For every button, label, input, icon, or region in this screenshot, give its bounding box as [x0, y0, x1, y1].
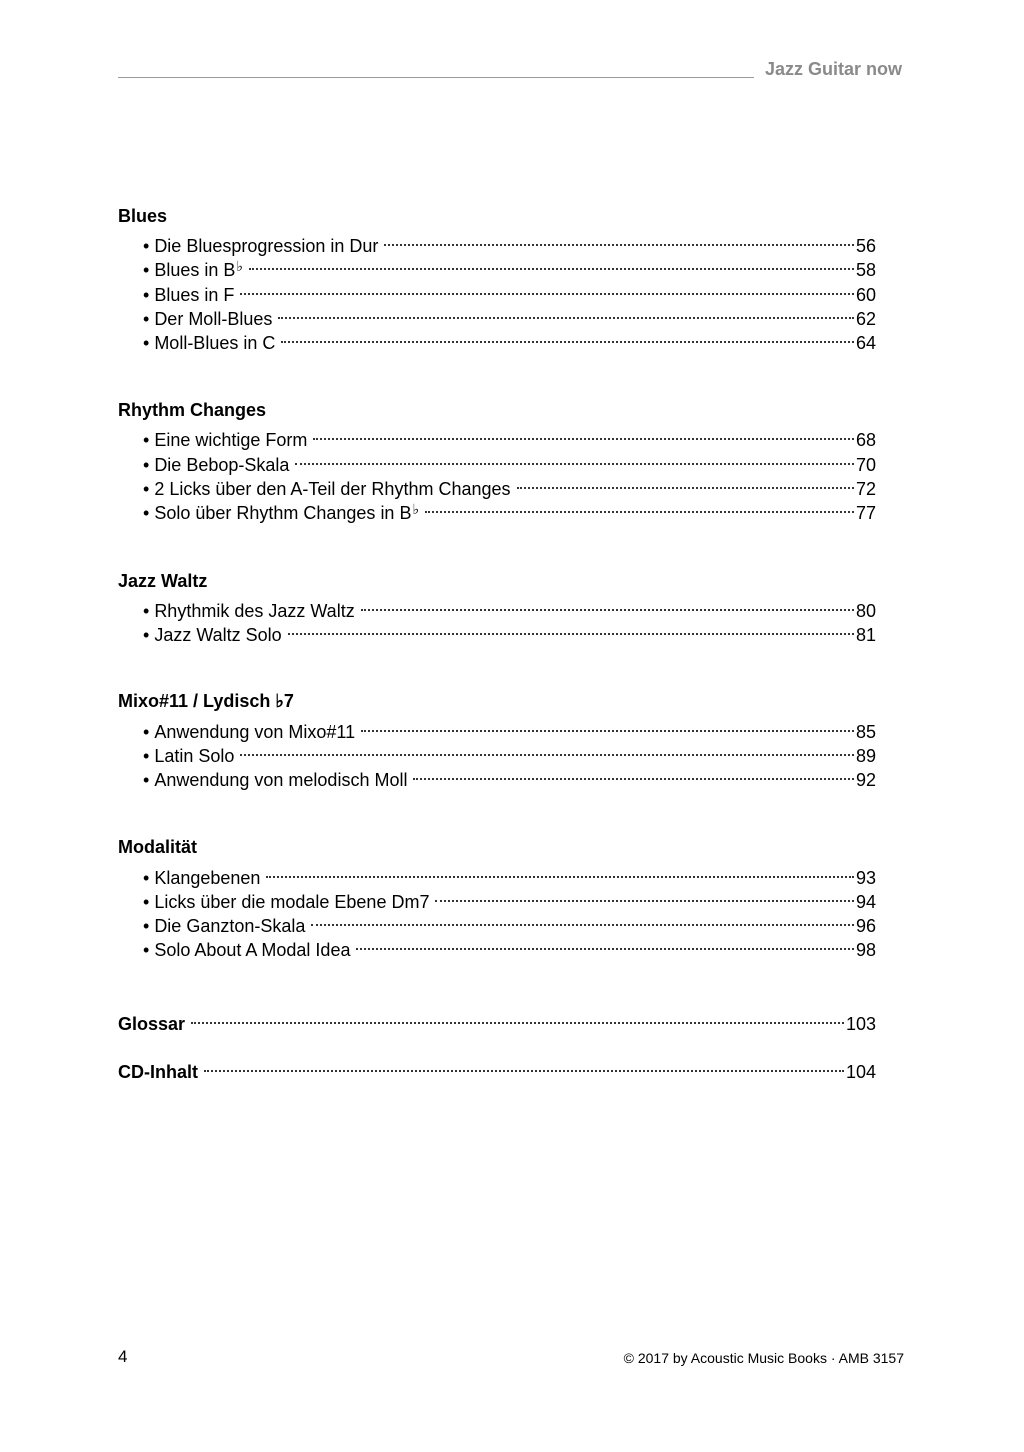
bullet: • — [143, 746, 150, 766]
entry-label: Die Bebop-Skala — [154, 455, 290, 475]
dot-leader — [240, 738, 854, 762]
section-title-mixo-lydisch: Mixo#11 / Lydisch ♭7 — [118, 691, 294, 711]
entry-page: 85 — [855, 722, 876, 742]
toc-entry[interactable] — [143, 932, 876, 960]
dot-leader — [356, 932, 854, 956]
bullet: • — [143, 503, 150, 523]
bullet: • — [143, 455, 150, 475]
entry-label: Eine wichtige Form — [154, 430, 308, 450]
entry-page: 89 — [855, 746, 876, 766]
entry-label-text: Blues in B — [154, 260, 236, 280]
entry-page: 72 — [855, 479, 876, 499]
copyright-notice: © 2017 by Acoustic Music Books · AMB 3157 — [623, 1350, 904, 1366]
toc-entry[interactable] — [143, 860, 876, 888]
entry-label: Licks über die modale Ebene Dm7 — [154, 892, 430, 912]
section-title-modalitaet: Modalität — [118, 837, 197, 857]
toc-entry[interactable] — [143, 884, 876, 912]
entry-page: 94 — [855, 892, 876, 912]
entry-page: 56 — [855, 236, 876, 256]
entry-page: 93 — [855, 868, 876, 888]
bullet: • — [143, 236, 150, 256]
entry-page: 70 — [855, 455, 876, 475]
dot-leader — [266, 860, 854, 884]
entry-label: Die Ganzton-Skala — [154, 916, 306, 936]
entry-label: Die Bluesprogression in Dur — [154, 236, 379, 256]
toc-entry[interactable] — [143, 762, 876, 790]
bullet: • — [143, 260, 150, 280]
bullet: • — [143, 940, 150, 960]
toc-entry[interactable] — [143, 617, 876, 645]
toc-entry[interactable] — [143, 325, 876, 353]
entry-label: CD-Inhalt — [118, 1062, 198, 1082]
dot-leader — [361, 593, 854, 617]
page-number: 4 — [118, 1347, 128, 1366]
entry-label: 2 Licks über den A-Teil der Rhythm Changes — [154, 479, 511, 499]
bullet: • — [143, 601, 150, 621]
bullet: • — [143, 770, 150, 790]
bullet: • — [143, 285, 150, 305]
section-title-rhythm-changes: Rhythm Changes — [118, 400, 267, 420]
bullet: • — [143, 722, 150, 742]
dot-leader — [249, 252, 854, 276]
dot-leader — [435, 884, 854, 908]
entry-label-text: Solo über Rhythm Changes in B — [154, 503, 412, 523]
entry-label: Glossar — [118, 1014, 186, 1034]
dot-leader — [278, 301, 854, 325]
entry-label: Latin Solo — [154, 746, 235, 766]
flat-symbol: ♭ — [412, 501, 420, 517]
bullet: • — [143, 430, 150, 450]
entry-page: 58 — [855, 260, 876, 280]
toc-entry[interactable] — [143, 301, 876, 329]
dot-leader — [281, 325, 854, 349]
dot-leader — [313, 422, 854, 446]
dot-leader — [517, 471, 854, 495]
entry-page: 104 — [845, 1062, 876, 1082]
dot-leader — [311, 908, 854, 932]
toc-entry[interactable] — [143, 422, 876, 450]
toc-entry-glossar[interactable] — [118, 1006, 876, 1034]
entry-label: Anwendung von Mixo#11 — [154, 722, 356, 742]
entry-page: 98 — [855, 940, 876, 960]
entry-label: Moll-Blues in C — [154, 333, 276, 353]
book-title: Jazz Guitar now — [764, 59, 902, 79]
page-header — [118, 58, 902, 80]
entry-label — [154, 497, 419, 525]
dot-leader — [288, 617, 854, 641]
dot-leader — [240, 277, 854, 301]
header-rule — [118, 77, 754, 78]
bullet: • — [143, 868, 150, 888]
toc-entry[interactable] — [143, 252, 876, 280]
entry-page: 92 — [855, 770, 876, 790]
dot-leader — [425, 495, 854, 519]
entry-page: 68 — [855, 430, 876, 450]
toc-entry[interactable] — [143, 738, 876, 766]
toc-entry[interactable] — [143, 447, 876, 475]
bullet: • — [143, 916, 150, 936]
dot-leader — [384, 228, 854, 252]
entry-label: Blues in F — [154, 285, 235, 305]
entry-label: Jazz Waltz Solo — [154, 625, 282, 645]
section-title-jazz-waltz: Jazz Waltz — [118, 571, 208, 591]
entry-label: Klangebenen — [154, 868, 261, 888]
toc-entry[interactable] — [143, 714, 876, 742]
toc-entry[interactable] — [143, 495, 876, 523]
dot-leader — [361, 714, 854, 738]
entry-page: 62 — [855, 309, 876, 329]
bullet: • — [143, 333, 150, 353]
toc-entry[interactable] — [143, 908, 876, 936]
toc-entry[interactable] — [143, 228, 876, 256]
entry-page: 80 — [855, 601, 876, 621]
entry-page: 60 — [855, 285, 876, 305]
entry-page: 81 — [855, 625, 876, 645]
dot-leader — [295, 447, 854, 471]
dot-leader — [413, 762, 854, 786]
entry-label: Solo About A Modal Idea — [154, 940, 351, 960]
entry-page: 77 — [855, 503, 876, 523]
dot-leader — [191, 1006, 844, 1030]
entry-page: 103 — [845, 1014, 876, 1034]
dot-leader — [204, 1054, 844, 1078]
flat-symbol: ♭ — [236, 258, 243, 274]
entry-label: Anwendung von melodisch Moll — [154, 770, 408, 790]
bullet: • — [143, 479, 150, 499]
toc-entry[interactable] — [143, 471, 876, 499]
section-title-blues: Blues — [118, 206, 168, 226]
toc-entry[interactable] — [143, 593, 876, 621]
bullet: • — [143, 309, 150, 329]
entry-page: 64 — [855, 333, 876, 353]
toc-entry[interactable] — [143, 277, 876, 305]
bullet: • — [143, 892, 150, 912]
entry-page: 96 — [855, 916, 876, 936]
bullet: • — [143, 625, 150, 645]
entry-label: Rhythmik des Jazz Waltz — [154, 601, 355, 621]
entry-label: Der Moll-Blues — [154, 309, 273, 329]
toc-entry-cd-inhalt[interactable] — [118, 1054, 876, 1082]
